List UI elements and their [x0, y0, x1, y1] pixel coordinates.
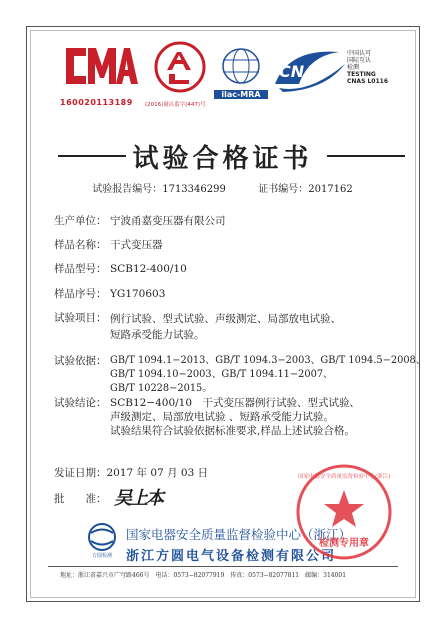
basis-label: 试验依据：	[54, 355, 107, 367]
cnas-side-1: 中国认可	[347, 50, 372, 57]
number-row	[40, 180, 405, 195]
stamp-text: 检测专用章	[319, 538, 369, 549]
title-row	[40, 138, 405, 172]
items-label: 试验项目：	[54, 312, 107, 324]
basis-line-1: GB/T 1094.1−2013、GB/T 1094.3−2003、GB/T 1094.5−2008、	[110, 355, 426, 366]
model-value: SCB12-400/10	[110, 263, 187, 275]
basis-line-2: GB/T 1094.10−2003、GB/T 1094.11−2007、	[110, 369, 333, 380]
issue-date: 发证日期：2017 年 07 月 03 日	[54, 467, 209, 479]
stamp-ring-text: 国家电器安全质量监督检验中心(浙江)	[298, 474, 390, 480]
footer-rule	[48, 566, 398, 567]
issuer-logo	[86, 522, 118, 562]
signature: 吴上本	[114, 488, 162, 509]
cnas-side-4: TESTING	[347, 71, 376, 78]
basis-value	[110, 354, 426, 396]
cnas-side-text	[347, 50, 388, 85]
product-name-label: 样品名称：	[54, 239, 107, 251]
manufacturer-label: 生产单位：	[54, 215, 107, 227]
certificate-title: 试验合格证书	[40, 138, 405, 175]
issuer-line-1: 国家电器安全质量监督检验中心（浙江）	[126, 527, 352, 542]
fangyuan-globe-icon	[86, 522, 118, 552]
cma-logo	[58, 40, 138, 110]
ilac-label: ilac-MRA	[214, 90, 268, 99]
cma-emblem-icon	[58, 40, 138, 90]
cnas-side-2: 国际互认	[347, 57, 372, 64]
cnas-side-5: CNAS L0116	[347, 78, 389, 85]
model-label: 样品型号：	[54, 263, 107, 275]
cal-emblem-icon	[153, 40, 207, 94]
globe-icon	[217, 46, 265, 86]
cma-number: 160020113189	[60, 98, 133, 107]
product-name-value: 干式变压器	[110, 239, 163, 251]
basis-row	[54, 354, 110, 369]
basis-line-3: GB/T 10228−2015。	[110, 383, 213, 394]
address-line: 地址：浙江省嘉兴市广穹路466号 电话：0573−82077919 传真：0573−82077811 邮编：314001	[60, 572, 347, 579]
manufacturer-row	[54, 214, 226, 229]
approval-label: 批 准：	[54, 493, 107, 505]
conclusion-line-1: SCB12−400/10 干式变压器例行试验、型式试验、	[110, 397, 361, 409]
model-row	[54, 262, 187, 277]
conclusion-value	[110, 396, 360, 438]
official-stamp	[294, 462, 394, 562]
cnas-label: CNAS	[279, 62, 329, 81]
cnas-side-3: 检测	[347, 64, 360, 71]
logo-row	[0, 40, 445, 120]
cal-number: (2016)量认监字(447)号	[145, 102, 206, 108]
items-value	[110, 311, 341, 343]
items-line-2: 短路承受能力试验。	[110, 329, 205, 341]
conclusion-line-3: 试验结果符合试验依据标准要求,样品上述试验合格。	[110, 425, 355, 437]
serial-label: 样品序号：	[54, 288, 107, 300]
manufacturer-value: 宁波甬嘉变压器有限公司	[110, 215, 226, 227]
conclusion-line-2: 声级测定、局部放电试验 、短路承受能力试验。	[110, 411, 334, 423]
issuer-logo-text: 方圆检测	[91, 553, 112, 559]
items-row	[54, 311, 110, 326]
conclusion-row	[54, 396, 110, 411]
product-name-row	[54, 238, 163, 253]
serial-row	[54, 287, 165, 302]
cnas-logo	[269, 44, 389, 108]
items-line-1: 例行试验、型式试验、声级测定、局部放电试验、	[110, 313, 341, 325]
serial-value: YG170603	[110, 288, 166, 300]
cal-logo	[145, 40, 215, 110]
certificate-number: 证书编号：2017162	[258, 184, 353, 195]
approval-row	[54, 492, 110, 507]
ilac-logo	[214, 46, 268, 106]
report-number: 试验报告编号：1713346299	[92, 184, 226, 195]
conclusion-label: 试验结论：	[54, 397, 107, 409]
issuer-line-2: 浙江方圆电气设备检测有限公司	[126, 549, 337, 564]
